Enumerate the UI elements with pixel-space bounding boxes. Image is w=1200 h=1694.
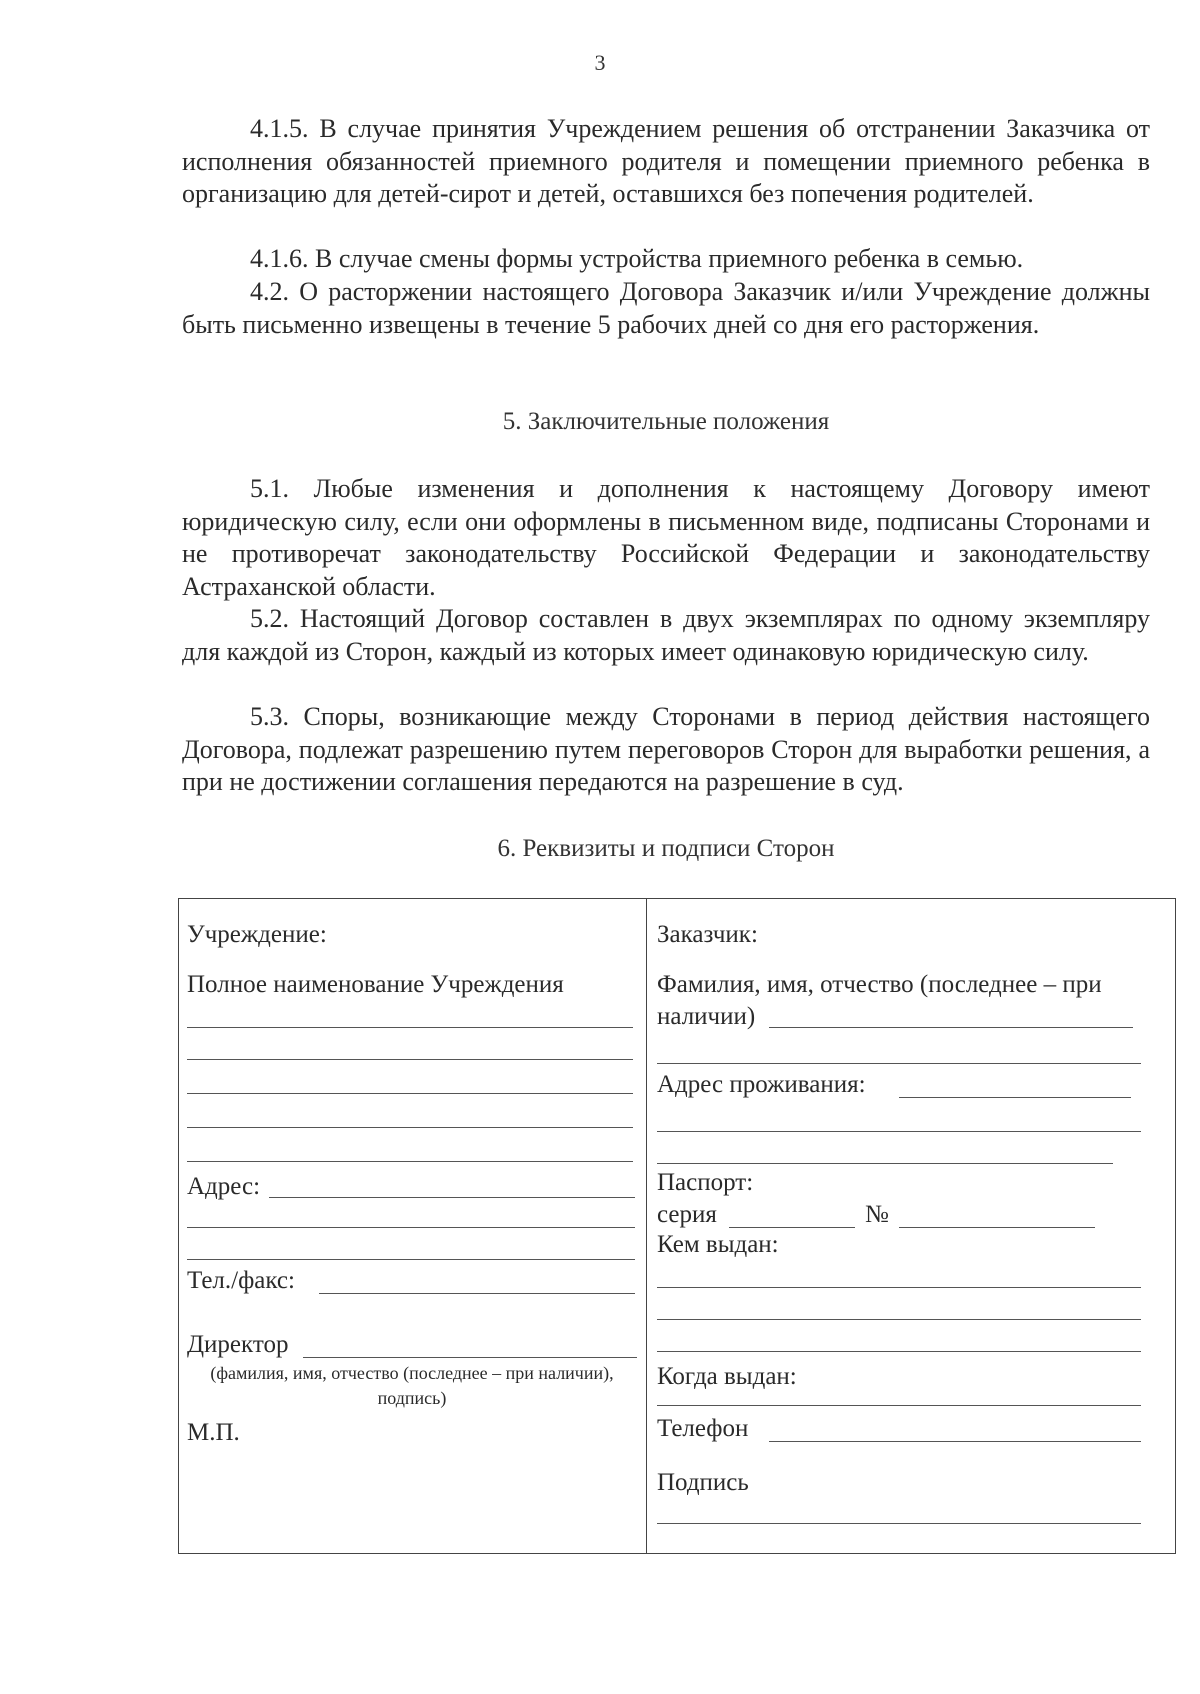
customer-heading: Заказчик: xyxy=(657,921,758,948)
institution-director-line xyxy=(303,1357,637,1358)
institution-director-note: (фамилия, имя, отчество (последнее – при наличии), подпись) xyxy=(210,1363,614,1408)
institution-name-line xyxy=(187,1027,633,1028)
institution-heading: Учреждение: xyxy=(187,921,327,948)
institution-phone-fax-line xyxy=(319,1293,635,1294)
customer-issued-when-label: Когда выдан: xyxy=(657,1363,797,1390)
institution-address-label: Адрес: xyxy=(187,1173,261,1200)
institution-stamp-label: М.П. xyxy=(187,1419,240,1446)
requisites-table xyxy=(178,898,1176,1554)
institution-name-line xyxy=(187,1127,633,1128)
customer-address-line xyxy=(899,1097,1131,1098)
paragraph-5-1: 5.1. Любые изменения и дополнения к настоящему Договору имеют юридическую силу, если они оформлены в письменном виде, подписаны Сторонами и не противоречат законодательству Российской Федерации и законодательству Астраханской области. xyxy=(182,474,1150,601)
institution-full-name-label: Полное наименование Учреждения xyxy=(187,971,564,998)
customer-signature-label: Подпись xyxy=(657,1469,749,1496)
page-number: 3 xyxy=(594,50,606,75)
customer-fio-label-continued: наличии) xyxy=(657,1003,756,1030)
customer-issued-by-line xyxy=(657,1319,1141,1320)
institution-address-line xyxy=(187,1227,635,1228)
customer-issued-by-line xyxy=(657,1287,1141,1288)
institution-name-line xyxy=(187,1093,633,1094)
institution-address-line xyxy=(269,1197,635,1198)
table-column-divider xyxy=(646,899,647,1553)
institution-name-line xyxy=(187,1059,633,1060)
institution-address-line xyxy=(187,1259,635,1260)
paragraph-4-1-6: 4.1.6. В случае смены формы устройства приемного ребенка в семью. xyxy=(250,244,1024,273)
institution-name-line xyxy=(187,1161,633,1162)
customer-issued-when-line xyxy=(657,1405,1141,1406)
customer-phone-label: Телефон xyxy=(657,1415,749,1442)
customer-address-line xyxy=(657,1131,1141,1132)
customer-passport-number-label: № xyxy=(865,1201,889,1228)
customer-signature-line xyxy=(657,1523,1141,1524)
customer-issued-by-line xyxy=(657,1351,1141,1352)
section-title-requisites: 6. Реквизиты и подписи Сторон xyxy=(497,835,835,862)
customer-address-line xyxy=(657,1163,1113,1164)
customer-phone-line xyxy=(769,1441,1141,1442)
customer-address-label: Адрес проживания: xyxy=(657,1071,866,1098)
institution-director-label: Директор xyxy=(187,1331,289,1358)
customer-issued-by-label: Кем выдан: xyxy=(657,1231,779,1258)
customer-passport-label: Паспорт: xyxy=(657,1169,754,1196)
customer-passport-series-label: серия xyxy=(657,1201,717,1228)
paragraph-4-1-5: 4.1.5. В случае принятия Учреждением решения об отстранении Заказчика от исполнения обязанностей приемного родителя и помещении приемного ребенка в организацию для детей-сирот и детей, оставшихся без попечения родителей. xyxy=(182,114,1150,208)
paragraph-4-2: 4.2. О расторжении настоящего Договора Заказчик и/или Учреждение должны быть письменно извещены в течение 5 рабочих дней со дня его расторжения. xyxy=(182,277,1150,339)
customer-passport-series-line xyxy=(729,1227,855,1228)
customer-passport-number-line xyxy=(899,1227,1095,1228)
customer-fio-line xyxy=(657,1063,1141,1064)
section-title-final-provisions: 5. Заключительные положения xyxy=(502,408,830,435)
customer-fio-line xyxy=(769,1027,1133,1028)
paragraph-5-3: 5.3. Споры, возникающие между Сторонами в период действия настоящего Договора, подлежат разрешению путем переговоров Сторон для выработки решения, а при не достижении соглашения передаются на разрешение в суд. xyxy=(182,702,1150,796)
institution-phone-fax-label: Тел./факс: xyxy=(187,1267,295,1294)
customer-fio-label: Фамилия, имя, отчество (последнее – при xyxy=(657,971,1102,998)
paragraph-5-2: 5.2. Настоящий Договор составлен в двух экземплярах по одному экземпляру для каждой из Сторон, каждый из которых имеет одинаковую юридическую силу. xyxy=(182,604,1150,666)
